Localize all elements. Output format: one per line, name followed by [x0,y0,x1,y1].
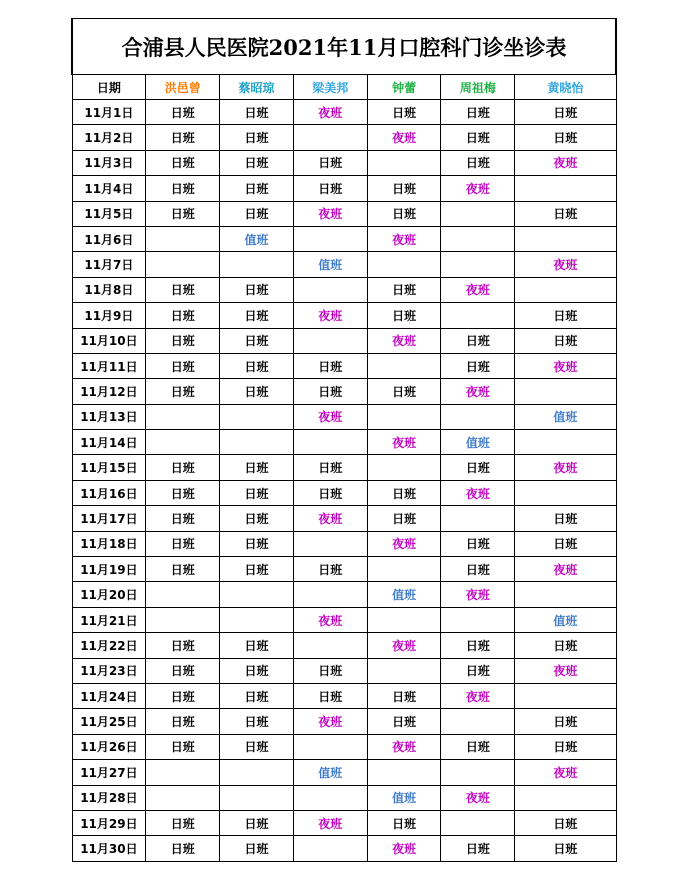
date-cell: 11月6日 [72,226,146,251]
shift-cell: 日班 [220,506,294,531]
shift-cell: 日班 [220,150,294,175]
shift-cell: 值班 [515,404,616,429]
shift-cell: 夜班 [441,176,515,201]
shift-cell: 日班 [146,709,220,734]
page-title: 合浦县人民医院2021年11月口腔科门诊坐诊表 [72,19,616,75]
shift-cell [367,760,441,785]
table-row [72,760,616,785]
shift-cell: 值班 [293,252,367,277]
date-cell: 11月29日 [72,810,146,835]
shift-cell [293,734,367,759]
table-row [72,353,616,378]
shift-cell: 值班 [515,607,616,632]
shift-cell [515,226,616,251]
shift-cell: 夜班 [367,633,441,658]
shift-cell [146,607,220,632]
schedule-body [72,100,616,862]
table-row [72,125,616,150]
shift-cell [515,683,616,708]
date-cell: 11月8日 [72,277,146,302]
shift-cell: 夜班 [293,506,367,531]
shift-cell: 夜班 [441,480,515,505]
shift-cell: 日班 [367,100,441,125]
shift-cell: 日班 [146,150,220,175]
date-cell: 11月21日 [72,607,146,632]
table-row [72,785,616,810]
table-row [72,277,616,302]
shift-cell: 夜班 [515,557,616,582]
shift-cell: 日班 [515,303,616,328]
shift-cell: 日班 [293,455,367,480]
shift-cell: 日班 [146,683,220,708]
shift-cell: 日班 [441,150,515,175]
shift-cell: 日班 [220,658,294,683]
shift-cell: 日班 [146,303,220,328]
shift-cell: 日班 [146,531,220,556]
shift-cell: 日班 [367,277,441,302]
shift-cell [367,353,441,378]
table-row [72,810,616,835]
date-cell: 11月17日 [72,506,146,531]
shift-cell: 日班 [220,328,294,353]
shift-cell [293,277,367,302]
shift-cell: 日班 [146,810,220,835]
shift-cell: 日班 [367,683,441,708]
header-row [72,75,616,100]
shift-cell: 日班 [293,658,367,683]
shift-cell: 日班 [515,201,616,226]
shift-cell [293,328,367,353]
shift-cell: 日班 [515,531,616,556]
date-cell: 11月16日 [72,480,146,505]
shift-cell: 日班 [220,379,294,404]
shift-cell: 日班 [146,506,220,531]
shift-cell: 日班 [515,328,616,353]
shift-cell: 夜班 [515,252,616,277]
shift-cell [146,430,220,455]
shift-cell: 日班 [220,683,294,708]
shift-cell [515,379,616,404]
table-row [72,303,616,328]
date-cell: 11月11日 [72,353,146,378]
shift-cell: 日班 [146,836,220,861]
shift-cell: 夜班 [293,607,367,632]
shift-cell [146,252,220,277]
shift-cell: 夜班 [367,226,441,251]
shift-cell: 夜班 [367,328,441,353]
shift-cell: 夜班 [515,658,616,683]
shift-cell [367,404,441,429]
shift-cell: 日班 [293,480,367,505]
shift-cell: 夜班 [515,455,616,480]
date-cell: 11月10日 [72,328,146,353]
date-cell: 11月30日 [72,836,146,861]
shift-cell: 值班 [220,226,294,251]
date-cell: 11月27日 [72,760,146,785]
shift-cell: 日班 [293,150,367,175]
table-row [72,404,616,429]
shift-cell [367,252,441,277]
shift-cell [220,785,294,810]
shift-cell: 日班 [220,480,294,505]
table-row [72,836,616,861]
date-cell: 11月4日 [72,176,146,201]
shift-cell: 日班 [146,100,220,125]
date-cell: 11月1日 [72,100,146,125]
table-row [72,480,616,505]
table-row [72,683,616,708]
shift-cell: 夜班 [293,810,367,835]
table-row [72,734,616,759]
date-cell: 11月18日 [72,531,146,556]
shift-cell [220,582,294,607]
shift-cell: 日班 [220,176,294,201]
date-cell: 11月7日 [72,252,146,277]
shift-cell [441,404,515,429]
shift-cell: 夜班 [367,531,441,556]
shift-cell: 日班 [220,633,294,658]
schedule-table [71,18,617,862]
shift-cell [293,531,367,556]
shift-cell: 日班 [220,353,294,378]
column-header-date: 日期 [72,75,146,100]
shift-cell [293,125,367,150]
shift-cell: 夜班 [441,683,515,708]
shift-cell [220,607,294,632]
shift-cell: 日班 [146,633,220,658]
shift-cell [441,607,515,632]
shift-cell: 日班 [220,201,294,226]
shift-cell: 日班 [146,201,220,226]
table-row [72,709,616,734]
shift-cell [515,430,616,455]
shift-cell: 日班 [441,125,515,150]
table-row [72,150,616,175]
shift-cell: 日班 [441,658,515,683]
date-cell: 11月19日 [72,557,146,582]
shift-cell: 日班 [441,836,515,861]
shift-cell [441,303,515,328]
shift-cell: 日班 [146,455,220,480]
shift-cell: 日班 [367,176,441,201]
schedule-sheet [71,18,617,862]
shift-cell [220,760,294,785]
shift-cell [441,506,515,531]
shift-cell: 日班 [515,810,616,835]
shift-cell: 日班 [293,557,367,582]
shift-cell [146,785,220,810]
shift-cell [146,760,220,785]
shift-cell: 日班 [515,125,616,150]
date-cell: 11月23日 [72,658,146,683]
shift-cell: 日班 [220,303,294,328]
shift-cell: 日班 [367,506,441,531]
date-cell: 11月2日 [72,125,146,150]
date-cell: 11月5日 [72,201,146,226]
shift-cell [293,430,367,455]
shift-cell: 日班 [293,353,367,378]
shift-cell: 日班 [367,379,441,404]
column-header-doctor: 周祖梅 [441,75,515,100]
shift-cell: 夜班 [293,100,367,125]
shift-cell [293,633,367,658]
shift-cell: 夜班 [441,582,515,607]
shift-cell: 夜班 [441,785,515,810]
date-cell: 11月14日 [72,430,146,455]
shift-cell: 夜班 [367,430,441,455]
table-row [72,582,616,607]
date-cell: 11月22日 [72,633,146,658]
column-header-doctor: 蔡昭琼 [220,75,294,100]
column-header-doctor: 洪邑曾 [146,75,220,100]
shift-cell: 日班 [220,836,294,861]
shift-cell [441,252,515,277]
shift-cell: 日班 [441,455,515,480]
shift-cell: 日班 [146,328,220,353]
shift-cell [220,404,294,429]
shift-cell: 日班 [220,531,294,556]
shift-cell: 夜班 [293,404,367,429]
shift-cell [220,430,294,455]
shift-cell: 夜班 [293,201,367,226]
shift-cell [441,226,515,251]
column-header-doctor: 钟蕾 [367,75,441,100]
shift-cell [367,607,441,632]
date-cell: 11月15日 [72,455,146,480]
table-row [72,379,616,404]
shift-cell: 日班 [146,379,220,404]
shift-cell: 夜班 [367,125,441,150]
shift-cell [220,252,294,277]
shift-cell: 日班 [441,100,515,125]
shift-cell: 夜班 [515,760,616,785]
shift-cell [367,557,441,582]
date-cell: 11月25日 [72,709,146,734]
shift-cell: 值班 [367,582,441,607]
date-cell: 11月12日 [72,379,146,404]
date-cell: 11月24日 [72,683,146,708]
table-row [72,328,616,353]
shift-cell [515,176,616,201]
column-header-doctor: 梁美邦 [293,75,367,100]
shift-cell: 日班 [146,658,220,683]
shift-cell: 日班 [441,353,515,378]
shift-cell: 日班 [441,557,515,582]
shift-cell: 夜班 [441,277,515,302]
shift-cell: 日班 [146,277,220,302]
shift-cell [146,582,220,607]
shift-cell: 夜班 [293,709,367,734]
shift-cell: 日班 [146,353,220,378]
shift-cell: 日班 [515,633,616,658]
shift-cell: 夜班 [367,734,441,759]
shift-cell [441,760,515,785]
shift-cell: 日班 [367,201,441,226]
shift-cell [293,582,367,607]
shift-cell [146,226,220,251]
table-row [72,176,616,201]
shift-cell: 值班 [441,430,515,455]
shift-cell [515,480,616,505]
table-row [72,506,616,531]
shift-cell [367,455,441,480]
shift-cell: 值班 [367,785,441,810]
shift-cell: 日班 [220,277,294,302]
shift-cell: 日班 [293,683,367,708]
shift-cell [441,709,515,734]
shift-cell: 夜班 [367,836,441,861]
shift-cell: 日班 [220,709,294,734]
shift-cell [293,226,367,251]
table-row [72,633,616,658]
table-row [72,658,616,683]
shift-cell: 日班 [220,455,294,480]
shift-cell: 日班 [367,480,441,505]
shift-cell: 日班 [146,125,220,150]
shift-cell [367,658,441,683]
shift-cell: 日班 [441,633,515,658]
date-cell: 11月26日 [72,734,146,759]
shift-cell: 日班 [367,709,441,734]
table-row [72,455,616,480]
shift-cell [293,785,367,810]
shift-cell [441,201,515,226]
shift-cell: 日班 [293,176,367,201]
shift-cell: 日班 [515,836,616,861]
shift-cell: 值班 [293,760,367,785]
table-row [72,531,616,556]
shift-cell: 日班 [441,328,515,353]
shift-cell [441,810,515,835]
shift-cell: 夜班 [515,353,616,378]
shift-cell: 日班 [146,176,220,201]
shift-cell: 夜班 [441,379,515,404]
date-cell: 11月9日 [72,303,146,328]
table-row [72,252,616,277]
shift-cell [146,404,220,429]
shift-cell: 日班 [515,100,616,125]
table-row [72,430,616,455]
date-cell: 11月3日 [72,150,146,175]
shift-cell [515,582,616,607]
shift-cell: 日班 [146,480,220,505]
date-cell: 11月28日 [72,785,146,810]
date-cell: 11月20日 [72,582,146,607]
table-row [72,201,616,226]
shift-cell [367,150,441,175]
shift-cell [515,785,616,810]
shift-cell: 日班 [220,125,294,150]
shift-cell: 日班 [220,810,294,835]
shift-cell: 日班 [220,557,294,582]
shift-cell: 日班 [146,557,220,582]
shift-cell [293,836,367,861]
shift-cell: 日班 [441,734,515,759]
shift-cell: 日班 [367,303,441,328]
shift-cell: 夜班 [515,150,616,175]
table-row [72,100,616,125]
date-cell: 11月13日 [72,404,146,429]
table-row [72,226,616,251]
shift-cell: 夜班 [293,303,367,328]
shift-cell [515,277,616,302]
shift-cell: 日班 [367,810,441,835]
column-header-doctor: 黄晓怡 [515,75,616,100]
table-row [72,607,616,632]
shift-cell: 日班 [441,531,515,556]
shift-cell: 日班 [515,734,616,759]
shift-cell: 日班 [220,734,294,759]
shift-cell: 日班 [220,100,294,125]
shift-cell: 日班 [146,734,220,759]
shift-cell: 日班 [515,506,616,531]
shift-cell: 日班 [293,379,367,404]
shift-cell: 日班 [515,709,616,734]
table-row [72,557,616,582]
